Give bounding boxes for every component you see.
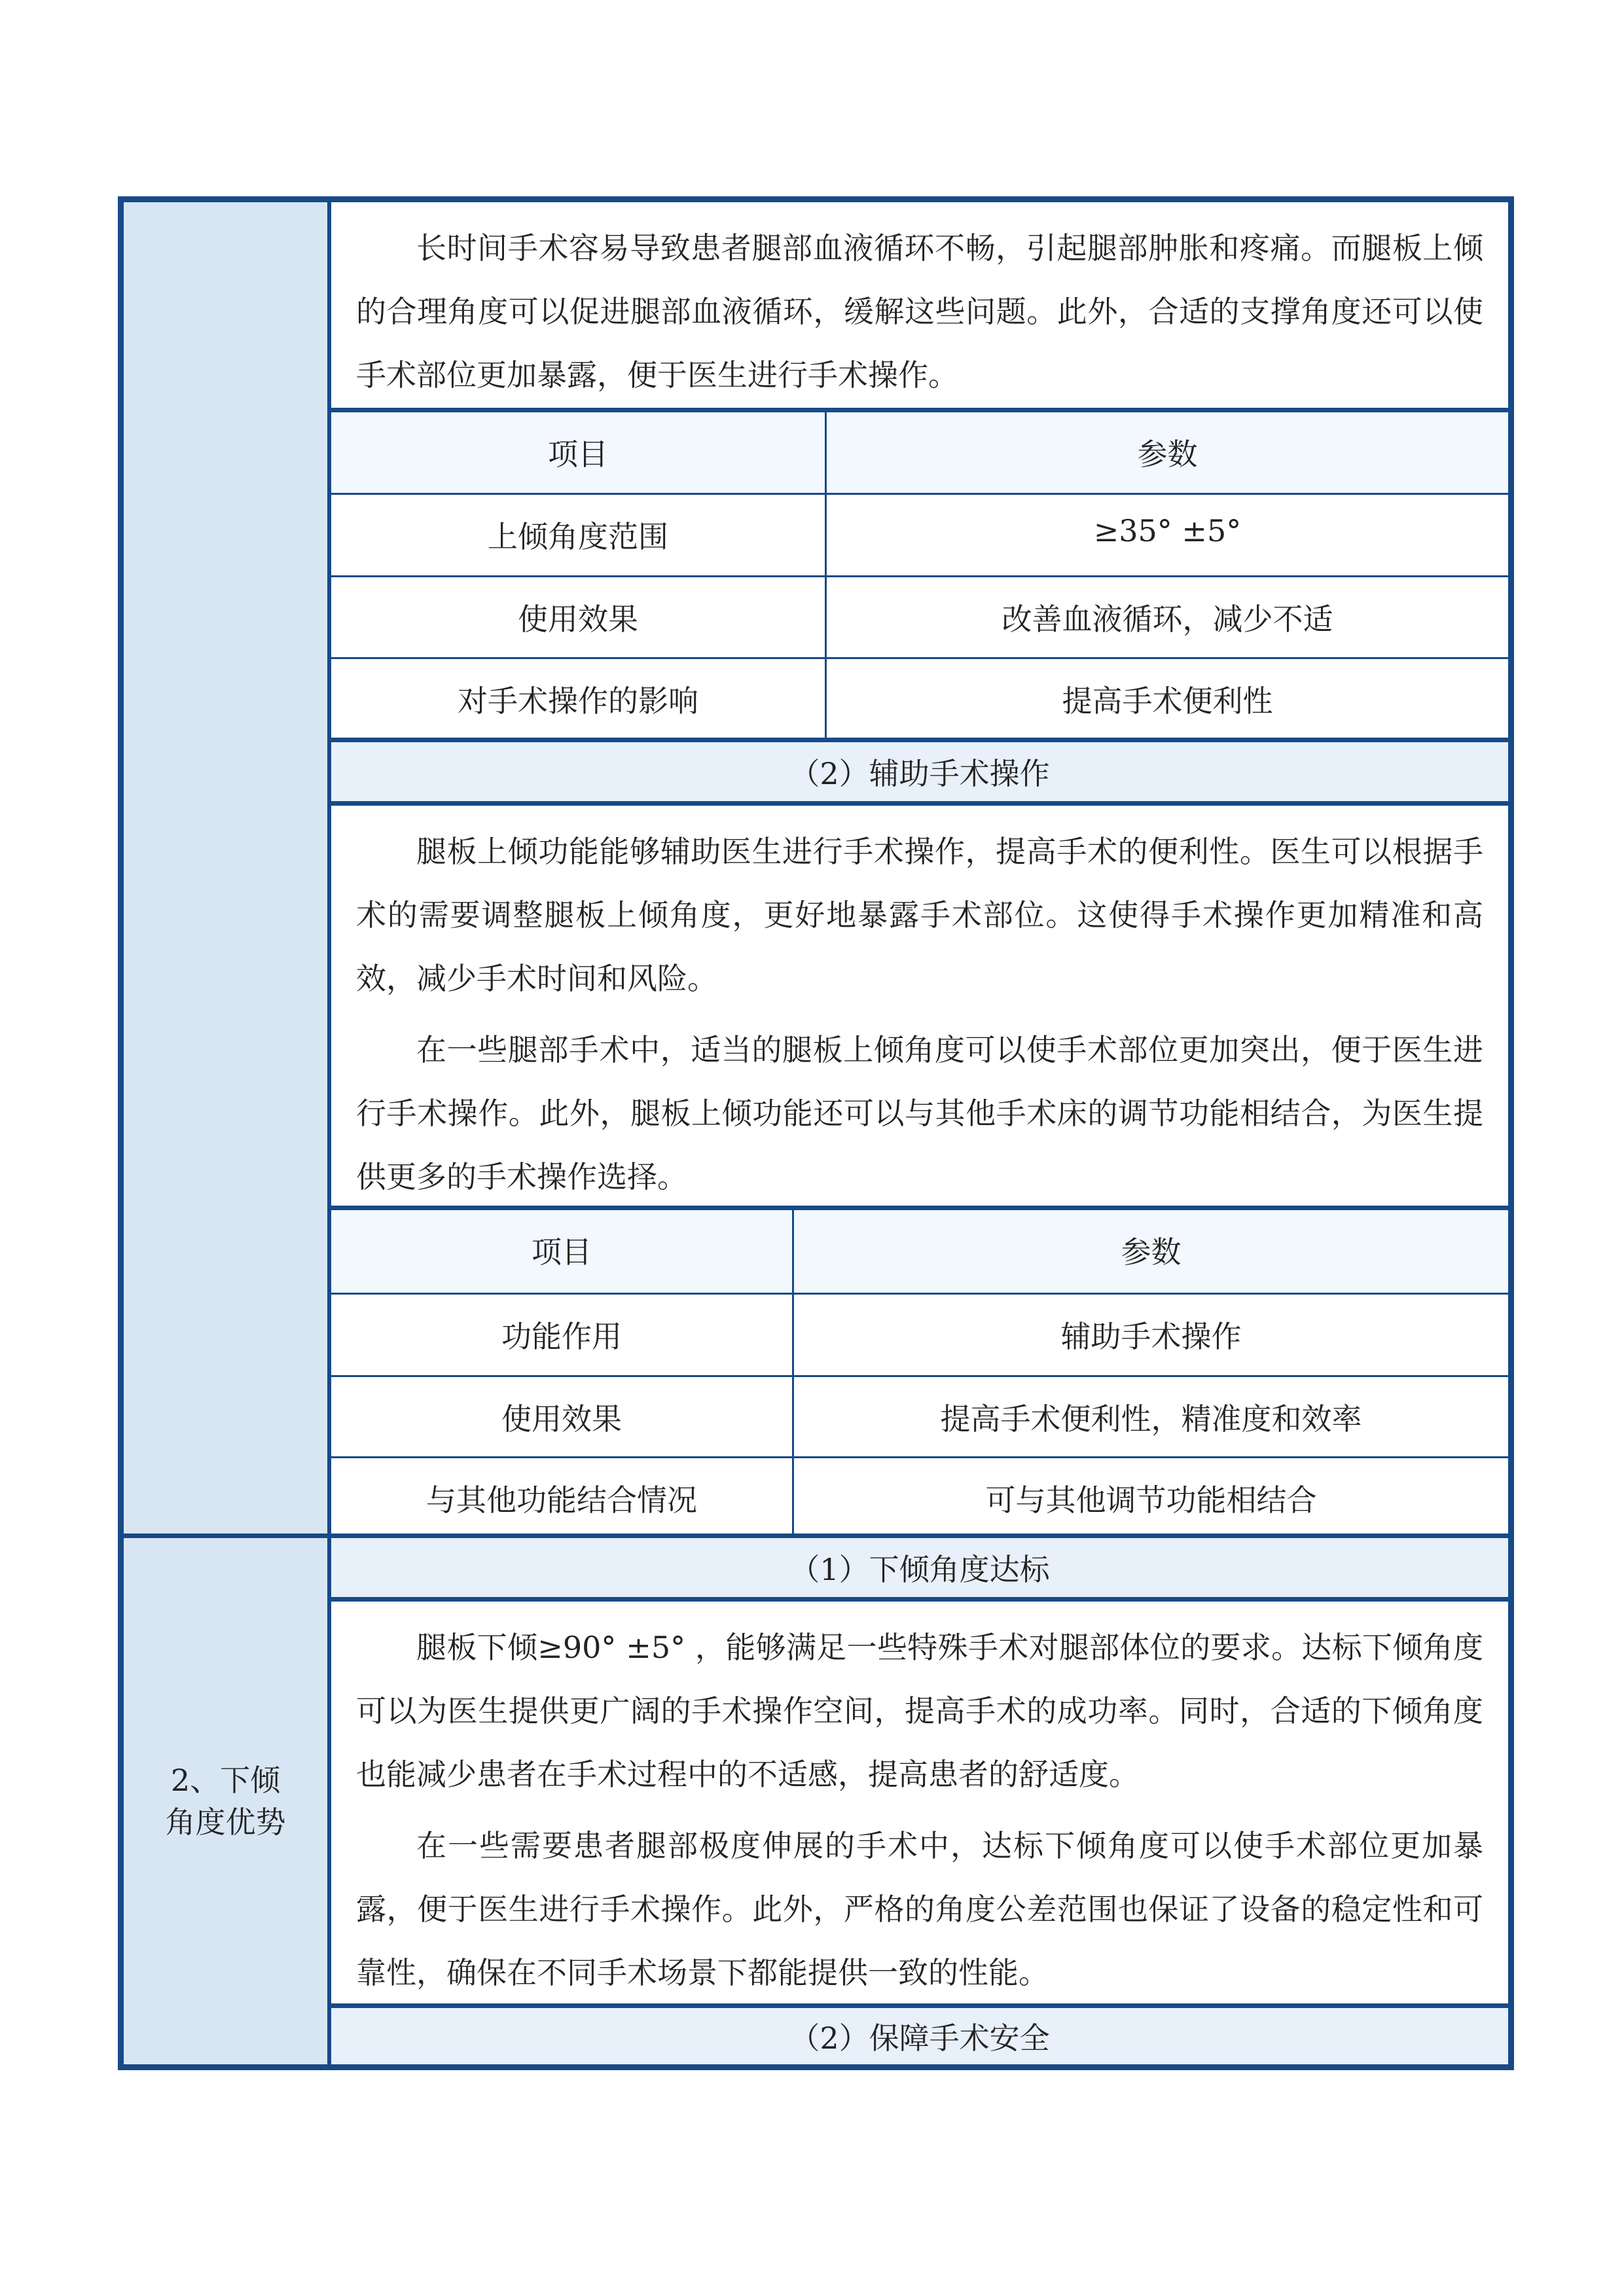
table-cell: 辅助手术操作 <box>1060 1319 1242 1354</box>
paragraph: 长时间手术容易导致患者腿部血液循环不畅，引起腿部肿胀和疼痛。而腿板上倾的合理角度可以促进腿部血液循环，缓解这些问题。此外，合适的支撑角度还可以使手术部位更加暴露，便于医生进行手术操作。 <box>356 230 1483 393</box>
table-row <box>331 1377 1508 1458</box>
paragraphs-block <box>331 806 1508 1210</box>
row-divider <box>124 1534 1508 1538</box>
parameter-table-1 <box>331 408 1508 742</box>
subheading: （2）保障手术安全 <box>331 2003 1508 2064</box>
subheading: （1）下倾角度达标 <box>331 1538 1508 1602</box>
paragraph: 腿板下倾≥90° ±5° ，能够满足一些特殊手术对腿部体位的要求。达标下倾角度可以为医生提供更广阔的手术操作空间，提高手术的成功率。同时，合适的下倾角度也能减少患者在手术过程中的不适感，提高患者的舒适度。 <box>356 1630 1483 1792</box>
table-cell: 提高手术便利性，精准度和效率 <box>940 1401 1362 1437</box>
document-table <box>118 196 1514 2070</box>
table-cell: 对手术操作的影响 <box>331 659 827 742</box>
table-cell: 改善血液循环，减少不适 <box>1001 601 1333 637</box>
parameter-table-2 <box>331 1206 1508 1536</box>
intro-paragraph <box>331 202 1508 408</box>
table-cell: ≥35° ±5° <box>1093 513 1242 548</box>
table-row <box>331 577 1508 659</box>
header-cell: 参数 <box>1121 1234 1182 1270</box>
table-cell: 使用效果 <box>331 577 827 657</box>
paragraphs-block <box>331 1602 1508 2007</box>
subheading: （2）辅助手术操作 <box>331 738 1508 806</box>
table-row <box>331 659 1508 742</box>
header-cell: 项目 <box>331 412 827 493</box>
section-row-2 <box>124 1538 1508 2064</box>
section-label: 2、下倾角度优势 <box>165 1763 286 1840</box>
table-header-row <box>331 412 1508 495</box>
header-cell: 项目 <box>331 1210 794 1293</box>
paragraph: 在一些腿部手术中，适当的腿板上倾角度可以使手术部位更加突出，便于医生进行手术操作。此外，腿板上倾功能还可以与其他手术床的调节功能相结合，为医生提供更多的手术操作选择。 <box>356 1032 1483 1194</box>
table-cell: 提高手术便利性 <box>1062 683 1273 719</box>
section-label-cell-2 <box>124 1538 331 2064</box>
table-row <box>331 1295 1508 1377</box>
table-cell: 功能作用 <box>331 1295 794 1375</box>
table-cell: 使用效果 <box>331 1377 794 1456</box>
table-row <box>331 1458 1508 1537</box>
table-cell: 上倾角度范围 <box>331 495 827 575</box>
paragraph: 腿板上倾功能能够辅助医生进行手术操作，提高手术的便利性。医生可以根据手术的需要调整腿板上倾角度，更好地暴露手术部位。这使得手术操作更加精准和高效，减少手术时间和风险。 <box>356 834 1483 996</box>
paragraph: 在一些需要患者腿部极度伸展的手术中，达标下倾角度可以使手术部位更加暴露，便于医生进行手术操作。此外，严格的角度公差范围也保证了设备的稳定性和可靠性，确保在不同手术场景下都能提供一致的性能。 <box>356 1828 1483 1990</box>
header-cell: 参数 <box>1137 437 1198 472</box>
section-label-cell-1 <box>124 202 331 1536</box>
table-cell: 可与其他调节功能相结合 <box>985 1482 1317 1518</box>
table-row <box>331 495 1508 577</box>
table-header-row <box>331 1210 1508 1295</box>
section-row-1 <box>124 202 1508 1536</box>
table-cell: 与其他功能结合情况 <box>331 1458 794 1537</box>
